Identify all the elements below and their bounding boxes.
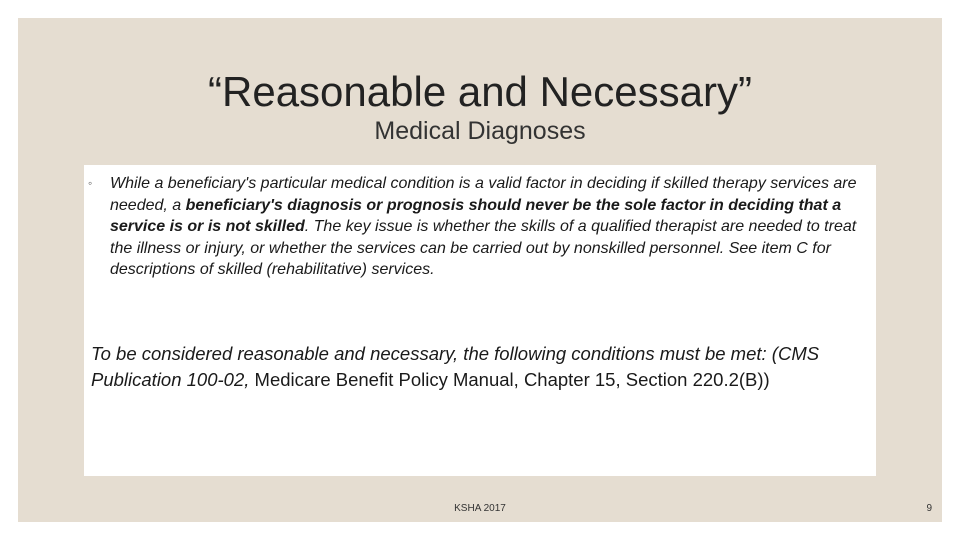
slide	[18, 18, 942, 522]
bullet-text-part2: . The key issue is whether the skills of a qualified therapist are needed to treat the illness or injury, or whether the services can be carried out by nonskilled personnel. See item C for descriptions of skilled (rehabilitative) services.	[110, 218, 857, 279]
bullet-marker-icon: ◦	[88, 176, 93, 190]
footer-text: KSHA 2017	[454, 503, 506, 514]
bullet-text	[110, 173, 860, 281]
paragraph-italic: To be considered reasonable and necessary, the following conditions must be met: (CMS Publication 100-02,	[91, 343, 820, 390]
slide-subtitle: Medical Diagnoses	[374, 117, 586, 145]
content-box	[84, 165, 876, 476]
bullet-text-bold: beneficiary's diagnosis or prognosis should never be the sole factor in deciding that a service is or is not skilled	[110, 196, 842, 236]
bullet-text-part1: While a beneficiary's particular medical condition is a valid factor in deciding if skilled therapy services are needed, a	[110, 175, 857, 214]
slide-title: “Reasonable and Necessary”	[208, 68, 752, 115]
conditions-paragraph	[91, 341, 851, 393]
bullet-item	[88, 173, 860, 281]
paragraph-normal: Medicare Benefit Policy Manual, Chapter 15, Section 220.2(B))	[254, 369, 770, 390]
page-number: 9	[926, 503, 932, 514]
